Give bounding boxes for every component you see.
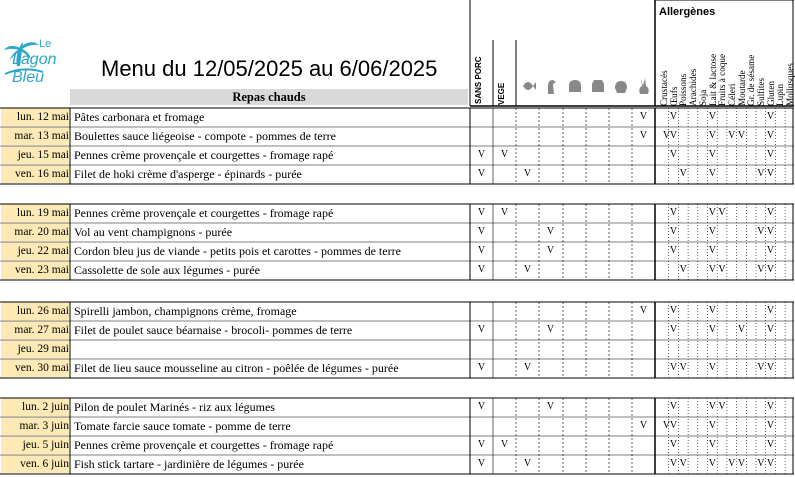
menu-date: jeu. 22 mai (1, 242, 69, 260)
menu-dish: Cassolette de sole aux légumes - purée (74, 263, 260, 277)
chicken-icon (544, 76, 558, 98)
sans-porc-label: SANS PORC (474, 56, 483, 104)
diet-mark: V (477, 207, 486, 218)
allergen-label: Lupin (775, 84, 786, 106)
menu-date: jeu. 29 mai (1, 340, 69, 358)
menu-date: lun. 2 juin (1, 398, 69, 416)
allergen-mark: V (718, 401, 726, 412)
allergen-mark: V (766, 362, 775, 373)
pig-icon (567, 76, 581, 98)
diet-mark: V (546, 324, 555, 335)
allergen-mark: V (757, 226, 765, 237)
allergen-mark: V (728, 130, 736, 141)
allergen-mark: V (708, 207, 716, 218)
diet-mark: V (477, 245, 486, 256)
diet-mark: V (639, 130, 648, 141)
allergen-mark: V (766, 401, 775, 412)
allergen-mark: V (708, 168, 716, 179)
menu-dish: Filet de poulet sauce béarnaise - brocoli- pommes de terre (74, 323, 353, 337)
allergen-mark: V (708, 130, 716, 141)
menu-date: mar. 13 mai (1, 127, 69, 145)
diet-mark: V (477, 168, 486, 179)
allergen-title: Allergènes (659, 6, 716, 18)
diet-mark: V (639, 305, 648, 316)
diet-mark: V (477, 264, 486, 275)
diet-mark: V (662, 130, 671, 141)
allergen-mark: V (718, 264, 726, 275)
menu-dish: Spirelli jambon, champignons crème, fromage (74, 304, 297, 318)
fish-icon (521, 76, 535, 98)
allergen-mark: V (766, 207, 775, 218)
lagon-bleu-logo (3, 36, 89, 84)
allergen-mark: V (737, 130, 746, 141)
page-title: Menu du 12/05/2025 au 6/06/2025 (101, 56, 438, 81)
menu-dish: Filet de lieu sauce mousseline au citron - poêlée de légumes - purée (74, 361, 399, 375)
allergen-label: Arachides (688, 68, 699, 106)
allergen-mark: V (757, 168, 765, 179)
diet-mark: V (477, 324, 486, 335)
sheep-icon (613, 76, 627, 98)
allergen-label: Mollusques (785, 63, 795, 106)
allergen-mark: V (669, 226, 678, 237)
allergen-mark: V (708, 245, 716, 256)
menu-date: mar. 3 juin (1, 417, 69, 435)
allergen-mark: V (766, 439, 775, 450)
diet-mark: V (523, 168, 532, 179)
menu-date: lun. 19 mai (1, 204, 69, 222)
allergen-mark: V (708, 401, 716, 412)
allergen-mark: V (708, 264, 716, 275)
vege-label: VEGE (497, 82, 506, 105)
diet-mark: V (477, 439, 486, 450)
allergen-mark: V (669, 207, 678, 218)
menu-dish: Pennes crème provençale et courgettes - fromage rapé (74, 148, 334, 162)
allergen-mark: V (679, 168, 687, 179)
allergen-label: Céleri (726, 83, 737, 106)
allergen-mark: V (766, 324, 775, 335)
allergen-mark: V (757, 362, 765, 373)
diet-mark: V (546, 245, 555, 256)
allergen-mark: V (766, 111, 775, 122)
allergen-mark: V (766, 149, 775, 160)
diet-mark: V (523, 362, 532, 373)
diet-mark: V (500, 207, 509, 218)
menu-dish: Vol au vent champignons - purée (74, 225, 233, 239)
allergen-label: Œufs (668, 86, 679, 106)
allergen-mark: V (679, 362, 687, 373)
menu-dish: Tomate farcie sauce tomate - pomme de terre (74, 419, 291, 433)
allergen-mark: V (757, 264, 765, 275)
menu-date: ven. 16 mai (1, 165, 69, 183)
allergen-mark: V (669, 458, 678, 469)
allergen-mark: V (766, 226, 775, 237)
repas-chauds-header: Repas chauds (70, 89, 468, 105)
diet-mark: V (500, 149, 509, 160)
diet-mark: V (523, 264, 532, 275)
allergen-mark: V (708, 111, 716, 122)
diet-mark: V (523, 458, 532, 469)
menu-dish: Pilon de poulet Marinés - riz aux légumes (74, 400, 275, 414)
rabbit-icon (636, 76, 650, 98)
allergen-label: Gr. de sésame (746, 54, 757, 106)
allergen-mark: V (708, 305, 716, 316)
allergen-mark: V (669, 362, 678, 373)
allergen-mark: V (766, 458, 775, 469)
menu-date: lun. 12 mai (1, 108, 69, 126)
allergen-mark: V (669, 439, 678, 450)
allergen-label: Crustacés (659, 70, 669, 106)
diet-mark: V (477, 458, 486, 469)
allergen-mark: V (766, 168, 775, 179)
allergen-mark: V (718, 207, 726, 218)
cow-icon (590, 76, 604, 98)
allergen-label: Fruits à coque (717, 53, 728, 106)
logo-small-text: Le (39, 38, 52, 50)
diet-mark: V (639, 111, 648, 122)
allergen-mark: V (708, 149, 716, 160)
allergen-mark: V (669, 130, 678, 141)
diet-mark: V (662, 420, 671, 431)
menu-date: ven. 23 mai (1, 261, 69, 279)
allergen-label: Gluten (765, 80, 776, 106)
diet-mark: V (546, 401, 555, 412)
allergen-mark: V (679, 458, 687, 469)
allergen-label: Sulfites (756, 77, 766, 106)
menu-date: jeu. 15 mai (1, 146, 69, 164)
menu-dish: Pâtes carbonara et fromage (74, 110, 205, 124)
allergen-mark: V (679, 264, 687, 275)
diet-mark: V (500, 439, 509, 450)
menu-dish: Boulettes sauce liégeoise - compote - pommes de terre (74, 129, 336, 143)
menu-date: ven. 30 mai (1, 359, 69, 377)
diet-mark: V (477, 149, 486, 160)
menu-dish: Fish stick tartare - jardinière de légumes - purée (74, 457, 304, 471)
allergen-mark: V (708, 420, 716, 431)
allergen-mark: V (669, 149, 678, 160)
menu-date: jeu. 5 juin (1, 436, 69, 454)
allergen-mark: V (766, 130, 775, 141)
allergen-mark: V (669, 324, 678, 335)
allergen-mark: V (766, 420, 775, 431)
allergen-mark: V (708, 439, 716, 450)
allergen-mark: V (708, 362, 716, 373)
menu-dish: Cordon bleu jus de viande - petits pois et carottes - pommes de terre (74, 244, 401, 258)
menu-date: mar. 27 mai (1, 321, 69, 339)
allergen-label: Moutarde (736, 70, 747, 106)
menu-date: ven. 6 juin (1, 455, 69, 473)
allergen-mark: V (766, 245, 775, 256)
allergen-mark: V (766, 264, 775, 275)
allergen-mark: V (669, 111, 678, 122)
allergen-mark: V (669, 245, 678, 256)
allergen-mark: V (708, 226, 716, 237)
allergen-label: Lait & lactose (707, 53, 718, 106)
menu-date: mar. 20 mai (1, 223, 69, 241)
allergen-label: Poissons (678, 73, 689, 106)
diet-mark: V (477, 362, 486, 373)
allergen-mark: V (766, 305, 775, 316)
menu-date: lun. 26 mai (1, 302, 69, 320)
allergen-mark: V (728, 458, 736, 469)
allergen-label: Soja (697, 89, 708, 106)
logo-name-text: Lagon Bleu (12, 51, 57, 86)
allergen-mark: V (708, 324, 716, 335)
diet-mark: V (546, 226, 555, 237)
menu-dish: Pennes crème provençale et courgettes - fromage rapé (74, 438, 334, 452)
diet-mark: V (477, 226, 486, 237)
diet-mark: V (477, 401, 486, 412)
diet-mark: V (639, 420, 648, 431)
allergen-mark: V (669, 420, 678, 431)
allergen-mark: V (737, 458, 746, 469)
allergen-mark: V (669, 305, 678, 316)
allergen-mark: V (757, 458, 765, 469)
menu-dish: Filet de hoki crème d'asperge - épinards - purée (74, 167, 302, 181)
allergen-mark: V (737, 324, 746, 335)
menu-dish: Pennes crème provençale et courgettes - fromage rapé (74, 206, 334, 220)
allergen-mark: V (669, 401, 678, 412)
allergen-mark: V (708, 458, 716, 469)
